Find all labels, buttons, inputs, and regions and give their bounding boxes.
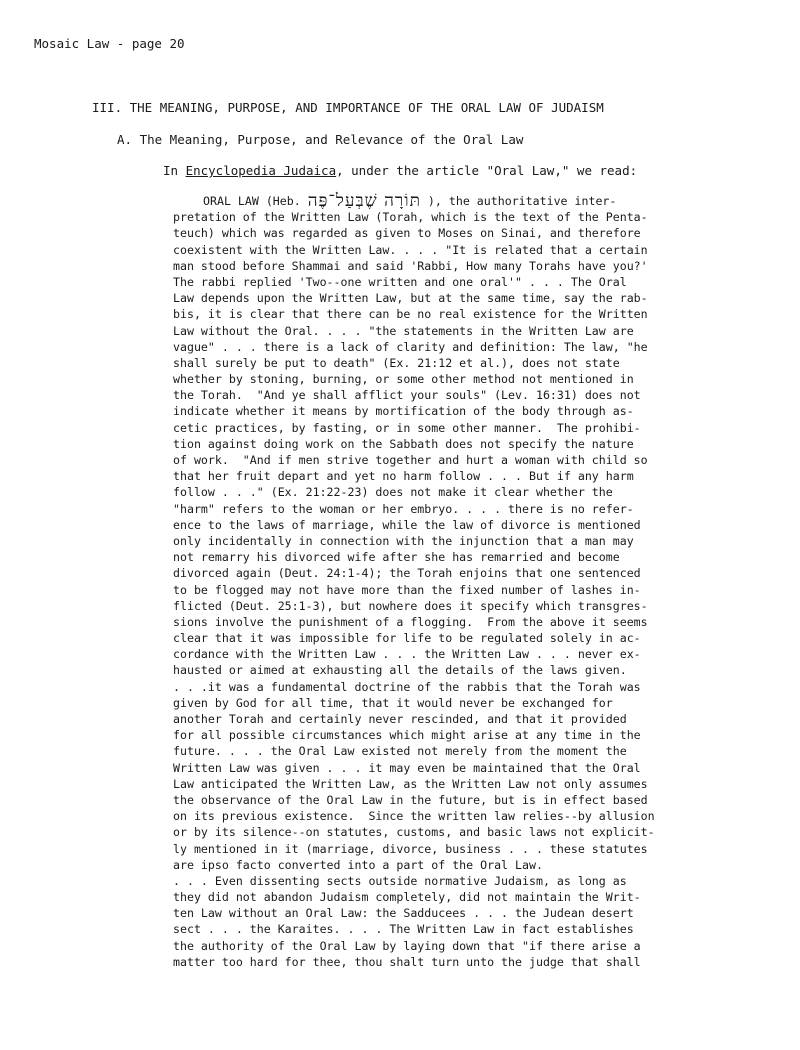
quote-line: cordance with the Written Law . . . the Written Law . . . never ex-	[173, 647, 641, 662]
page-header: Mosaic Law - page 20	[34, 36, 185, 51]
quote-line: of work. "And if men strive together and hurt a woman with child so	[173, 453, 648, 467]
quote-line: on its previous existence. Since the written law relies--by allusion	[173, 809, 655, 824]
quote-line: "harm" refers to the woman or her embryo. . . . there is no refer-	[173, 501, 634, 516]
quote-line: pretation of the Written Law (Torah, which is the text of the Penta-	[173, 210, 648, 225]
quote-line: indicate whether it means by mortification of the body through as-	[173, 404, 634, 419]
quote-line: the Torah. "And ye shall afflict your souls" (Lev. 16:31) does not	[173, 388, 641, 403]
quote-line: Written Law was given . . . it may even be maintained that the Oral	[173, 760, 641, 775]
quote-line: given by God for all time, that it would never be exchanged for	[173, 695, 613, 710]
quote-line: flicted (Deut. 25:1-3), but nowhere does it specify which transgres-	[173, 598, 648, 613]
quote-line: future. . . . the Oral Law existed not merely from the moment the	[173, 744, 627, 759]
quote-first-line-prefix: ORAL LAW (Heb.	[203, 194, 308, 208]
quote-line: the observance of the Oral Law in the future, but is in effect based	[173, 792, 648, 807]
quote-line: follow . . ." (Ex. 21:22-23) does not make it clear whether the	[173, 485, 613, 500]
quote-line: ten Law without an Oral Law: the Sadducees . . . the Judean desert	[173, 906, 634, 921]
block-quote	[173, 193, 713, 970]
quote-line: cetic practices, by fasting, or in some other manner. The prohibi-	[173, 420, 641, 435]
quote-line: divorced again (Deut. 24:1-4); the Torah enjoins that one sentenced	[173, 566, 641, 581]
quote-line: man stood before Shammai and said 'Rabbi, How many Torahs have you?'	[173, 258, 648, 273]
quote-line: whether by stoning, burning, or some other method not mentioned in	[173, 372, 634, 387]
intro-prefix: In	[163, 163, 186, 178]
quote-line: are ipso facto converted into a part of the Oral Law.	[173, 857, 543, 872]
quote-line: vague" . . . there is a lack of clarity and definition: The law, "he	[173, 339, 648, 354]
quote-line: not remarry his divorced wife after she has remarried and become	[173, 550, 620, 565]
quote-line: only incidentally in connection with the injunction that a man may	[173, 533, 634, 548]
intro-paragraph	[163, 163, 637, 178]
quote-line: to be flogged may not have more than the fixed number of lashes in-	[173, 582, 641, 597]
quote-line: . . . Even dissenting sects outside normative Judaism, as long as	[173, 873, 627, 888]
quote-line: another Torah and certainly never rescinded, and that it provided	[173, 712, 627, 726]
quote-line: they did not abandon Judaism completely, did not maintain the Writ-	[173, 890, 641, 905]
quote-line: ly mentioned in it (marriage, divorce, business . . . these statutes	[173, 841, 648, 856]
quote-line: hausted or aimed at exhausting all the details of the laws given.	[173, 663, 627, 678]
quote-line: Law anticipated the Written Law, as the Written Law not only assumes	[173, 776, 648, 791]
quote-line: bis, it is clear that there can be no real existence for the Written	[173, 307, 648, 322]
hebrew-term: תּוֹרָה שֶׁבְּעַל־פֶּה	[307, 191, 421, 211]
quote-line: tion against doing work on the Sabbath does not specify the nature	[173, 436, 634, 451]
quote-line: shall surely be put to death" (Ex. 21:12 et al.), does not state	[173, 355, 620, 370]
quote-line: sect . . . the Karaites. . . . The Written Law in fact establishes	[173, 922, 634, 937]
quote-body	[173, 209, 713, 970]
quote-line: . . .it was a fundamental doctrine of the rabbis that the Torah was	[173, 679, 641, 694]
source-title: Encyclopedia Judaica	[185, 163, 337, 178]
quote-line: that her fruit depart and yet no harm follow . . . But if any harm	[173, 469, 634, 484]
quote-first-line	[173, 193, 713, 209]
quote-line: The rabbi replied 'Two--one written and one oral'" . . . The Oral	[173, 274, 627, 289]
quote-first-line-suffix: ), the authoritative inter-	[420, 194, 617, 208]
quote-line: Law depends upon the Written Law, but at the same time, say the rab-	[173, 291, 648, 306]
quote-line: matter too hard for thee, thou shalt turn unto the judge that shall	[173, 954, 641, 969]
quote-line: teuch) which was regarded as given to Moses on Sinai, and therefore	[173, 226, 641, 241]
quote-line: ence to the laws of marriage, while the law of divorce is mentioned	[173, 517, 641, 532]
intro-suffix: , under the article "Oral Law," we read:	[336, 163, 638, 178]
quote-line: coexistent with the Written Law. . . . "It is related that a certain	[173, 242, 648, 257]
quote-line: the authority of the Oral Law by laying down that "if there arise a	[173, 938, 641, 953]
quote-line: for all possible circumstances which might arise at any time in the	[173, 728, 641, 743]
subsection-heading: A. The Meaning, Purpose, and Relevance of the Oral Law	[117, 132, 524, 147]
section-heading: III. THE MEANING, PURPOSE, AND IMPORTANCE OF THE ORAL LAW OF JUDAISM	[92, 100, 604, 115]
quote-line: or by its silence--on statutes, customs, and basic laws not explicit-	[173, 825, 655, 840]
quote-line: clear that it was impossible for life to be regulated solely in ac-	[173, 631, 641, 646]
quote-line: sions involve the punishment of a flogging. From the above it seems	[173, 614, 648, 629]
quote-line: Law without the Oral. . . . "the statements in the Written Law are	[173, 323, 634, 338]
